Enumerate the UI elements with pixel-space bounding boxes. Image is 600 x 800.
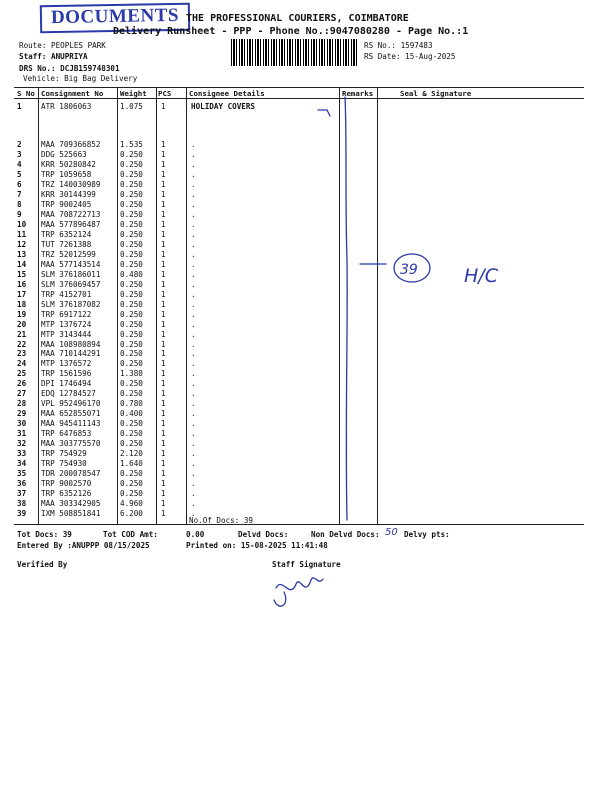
row-consignment-no: TRP 754930 <box>41 459 87 469</box>
row-sno: 4 <box>17 159 22 169</box>
row-consignee-details: . <box>191 159 196 169</box>
row-consignee-details: . <box>191 149 196 159</box>
row-pcs: 1 <box>161 219 166 229</box>
row-sno: 3 <box>17 149 22 159</box>
row-weight: 0.250 <box>120 239 143 249</box>
row-weight: 0.250 <box>120 219 143 229</box>
row-consignment-no: KRR 50280842 <box>41 159 96 169</box>
row-consignment-no: TUT 7261388 <box>41 239 92 249</box>
col-header-consignment: Consignment No <box>41 89 104 98</box>
row-consignee-details: . <box>191 179 196 189</box>
row-sno: 36 <box>17 479 27 489</box>
row-pcs: 1 <box>161 329 166 339</box>
row-sno: 8 <box>17 199 22 209</box>
row-pcs: 1 <box>161 449 166 459</box>
row-sno: 24 <box>17 359 27 369</box>
row-pcs: 1 <box>161 439 166 449</box>
tot-cod-value: 0.00 <box>186 530 205 539</box>
row-sno: 39 <box>17 509 27 519</box>
col-header-remarks: Remarks <box>342 89 374 98</box>
row-weight: 0.250 <box>120 149 143 159</box>
row-consignee-details: . <box>191 169 196 179</box>
row-pcs: 1 <box>161 369 166 379</box>
row-pcs: 1 <box>161 229 166 239</box>
row-sno: 6 <box>17 179 22 189</box>
row-weight: 0.250 <box>120 489 143 499</box>
row-consignment-no: TRP 754929 <box>41 449 87 459</box>
row-pcs: 1 <box>161 349 166 359</box>
row-consignee-details: . <box>191 499 196 509</box>
row-consignee-details: . <box>191 439 196 449</box>
row-consignment-no: SLM 376069457 <box>41 279 101 289</box>
row-consignment-no: TRP 6917122 <box>41 309 92 319</box>
drs-label: DRS No.: DCJB159748301 <box>19 64 120 73</box>
row-pcs: 1 <box>161 299 166 309</box>
row-weight: 0.250 <box>120 389 143 399</box>
row-consignment-no: VPL 952496170 <box>41 399 101 409</box>
row-sno: 11 <box>17 229 27 239</box>
row-weight: 0.250 <box>120 289 143 299</box>
row-consignee-details: . <box>191 140 196 149</box>
row-consignment-no: TRP 9002405 <box>41 199 92 209</box>
row-consignment-no: MAA 108980894 <box>41 339 101 349</box>
row-consignment-no: DPI 1746494 <box>41 379 92 389</box>
row-pcs: 1 <box>161 489 166 499</box>
row-consignment-no: TRP 6476853 <box>41 429 92 439</box>
row-consignment-no: MAA 945411143 <box>41 419 101 429</box>
row-weight: 0.250 <box>120 229 143 239</box>
row-weight: 6.200 <box>120 509 143 519</box>
row-consignee-details: . <box>191 459 196 469</box>
row-pcs: 1 <box>161 179 166 189</box>
row-consignee-details: . <box>191 259 196 269</box>
row-sno: 27 <box>17 389 27 399</box>
tot-docs: Tot Docs: 39 <box>17 530 72 539</box>
rs-no: RS No.: 1597483 <box>364 41 433 50</box>
row-weight: 1.075 <box>120 102 143 111</box>
row-weight: 0.250 <box>120 419 143 429</box>
row-consignee-details: . <box>191 219 196 229</box>
row-sno: 18 <box>17 299 27 309</box>
row-pcs: 1 <box>161 509 166 519</box>
row-consignment-no: TRP 6352124 <box>41 229 92 239</box>
row-pcs: 1 <box>161 259 166 269</box>
row-consignee-details: . <box>191 429 196 439</box>
row-sno: 14 <box>17 259 27 269</box>
row-weight: 0.250 <box>120 429 143 439</box>
row-sno: 13 <box>17 249 27 259</box>
row-sno: 30 <box>17 419 27 429</box>
staff-signature-scribble <box>274 578 323 606</box>
row-consignee-details: . <box>191 269 196 279</box>
row-pcs: 1 <box>161 359 166 369</box>
row-consignee-details: . <box>191 509 196 519</box>
row-consignment-no: MAA 710144291 <box>41 349 101 359</box>
no-of-docs: No.Of Docs: 39 <box>189 516 254 525</box>
row-weight: 0.250 <box>120 169 143 179</box>
row-sno: 26 <box>17 379 27 389</box>
row-consignment-no: MAA 303775570 <box>41 439 101 449</box>
row-consignment-no: SLM 376187082 <box>41 299 101 309</box>
row-sno: 1 <box>17 102 22 111</box>
row-sno: 16 <box>17 279 27 289</box>
row-sno: 35 <box>17 469 27 479</box>
vehicle-label: Vehicle: Big Bag Delivery <box>23 74 138 83</box>
row-weight: 0.250 <box>120 379 143 389</box>
row-consignee-details: . <box>191 379 196 389</box>
row-pcs: 1 <box>161 479 166 489</box>
non-delvd-docs: Non Delvd Docs: <box>311 530 380 539</box>
row-consignment-no: TRZ 52012599 <box>41 249 96 259</box>
row-weight: 0.250 <box>120 309 143 319</box>
row-sno: 28 <box>17 399 27 409</box>
delvd-docs: Delvd Docs: <box>238 530 289 539</box>
row-consignment-no: EDQ 12784527 <box>41 389 96 399</box>
row-pcs: 1 <box>161 429 166 439</box>
row-pcs: 1 <box>161 289 166 299</box>
row-weight: 2.120 <box>120 449 143 459</box>
row-weight: 0.250 <box>120 439 143 449</box>
row-weight: 0.250 <box>120 179 143 189</box>
row-pcs: 1 <box>161 279 166 289</box>
row-weight: 0.250 <box>120 279 143 289</box>
col-header-weight: Weight <box>120 89 147 98</box>
row-sno: 15 <box>17 269 27 279</box>
row-sno: 19 <box>17 309 27 319</box>
row-weight: 0.250 <box>120 339 143 349</box>
row-consignee-details: . <box>191 199 196 209</box>
row-sno: 2 <box>17 140 22 149</box>
col-header-details: Consignee Details <box>189 89 265 98</box>
row-consignee-details: . <box>191 369 196 379</box>
row-weight: 0.250 <box>120 479 143 489</box>
row-pcs: 1 <box>161 459 166 469</box>
row-pcs: 1 <box>161 249 166 259</box>
row-pcs: 1 <box>161 209 166 219</box>
row-weight: 0.250 <box>120 259 143 269</box>
printed-on: Printed on: 15-08-2025 11:41:48 <box>186 541 328 550</box>
row-consignment-no: TRP 4152701 <box>41 289 92 299</box>
row-weight: 0.250 <box>120 159 143 169</box>
row-weight: 1.640 <box>120 459 143 469</box>
row-consignee-details: . <box>191 449 196 459</box>
row-pcs: 1 <box>161 149 166 159</box>
row-consignee-details: . <box>191 479 196 489</box>
row-pcs: 1 <box>161 140 166 149</box>
row-consignee-details: . <box>191 489 196 499</box>
row-consignment-no: TRP 1561596 <box>41 369 92 379</box>
runsheet-title: Delivery Runsheet - PPP - Phone No.:9047080280 - Page No.:1 <box>113 26 469 37</box>
row-weight: 0.250 <box>120 299 143 309</box>
row-consignment-no: MAA 652855071 <box>41 409 101 419</box>
circled-number-text: 39 <box>400 262 418 278</box>
row-sno: 7 <box>17 189 22 199</box>
row-pcs: 1 <box>161 169 166 179</box>
row-sno: 38 <box>17 499 27 509</box>
row-consignee-details: . <box>191 299 196 309</box>
row-pcs: 1 <box>161 379 166 389</box>
row-sno: 31 <box>17 429 27 439</box>
row-pcs: 1 <box>161 339 166 349</box>
row-consignee-details: HOLIDAY COVERS <box>191 102 256 111</box>
row-consignment-no: SLM 376186011 <box>41 269 101 279</box>
row-sno: 32 <box>17 439 27 449</box>
row-pcs: 1 <box>161 399 166 409</box>
row-sno: 10 <box>17 219 27 229</box>
row-sno: 22 <box>17 339 27 349</box>
row-consignee-details: . <box>191 349 196 359</box>
staff-signature-label: Staff Signature <box>272 560 341 569</box>
row-consignment-no: TRZ 140030989 <box>41 179 101 189</box>
row-pcs: 1 <box>161 419 166 429</box>
row-consignment-no: DDG 525663 <box>41 149 87 159</box>
row-weight: 0.250 <box>120 349 143 359</box>
row-consignment-no: TRP 6352126 <box>41 489 92 499</box>
row-sno: 20 <box>17 319 27 329</box>
documents-stamp: DOCUMENTS <box>40 3 190 34</box>
row-sno: 25 <box>17 369 27 379</box>
row-consignee-details: . <box>191 399 196 409</box>
row-sno: 34 <box>17 459 27 469</box>
col-header-sno: S No <box>17 89 35 98</box>
row-consignment-no: MTP 1376572 <box>41 359 92 369</box>
row-consignment-no: TRP 9002570 <box>41 479 92 489</box>
row-consignee-details: . <box>191 239 196 249</box>
row-consignee-details: . <box>191 249 196 259</box>
row-weight: 0.250 <box>120 319 143 329</box>
row-weight: 0.780 <box>120 399 143 409</box>
tot-cod-label: Tot COD Amt: <box>103 530 158 539</box>
row-consignee-details: . <box>191 209 196 219</box>
staff-label: Staff: ANUPRIYA <box>19 52 88 61</box>
row-pcs: 1 <box>161 309 166 319</box>
row-consignment-no: KRR 30144399 <box>41 189 96 199</box>
row-pcs: 1 <box>161 469 166 479</box>
row-weight: 0.250 <box>120 469 143 479</box>
row-pcs: 1 <box>161 159 166 169</box>
row-sno: 21 <box>17 329 27 339</box>
route-label: Route: PEOPLES PARK <box>19 41 106 50</box>
row-weight: 4.960 <box>120 499 143 509</box>
row-pcs: 1 <box>161 102 166 111</box>
row-consignee-details: . <box>191 229 196 239</box>
row-sno: 17 <box>17 289 27 299</box>
row-pcs: 1 <box>161 239 166 249</box>
row-weight: 0.250 <box>120 199 143 209</box>
row-pcs: 1 <box>161 189 166 199</box>
row-consignment-no: MAA 577143514 <box>41 259 101 269</box>
row-consignee-details: . <box>191 389 196 399</box>
delvy-pts: Delvy pts: <box>404 530 450 539</box>
row-consignment-no: MAA 303342905 <box>41 499 101 509</box>
row-pcs: 1 <box>161 389 166 399</box>
row-consignee-details: . <box>191 319 196 329</box>
row-pcs: 1 <box>161 269 166 279</box>
row-pcs: 1 <box>161 499 166 509</box>
row-consignee-details: . <box>191 419 196 429</box>
row-consignment-no: ATR 1806063 <box>41 102 92 111</box>
row-pcs: 1 <box>161 409 166 419</box>
rs-date: RS Date: 15-Aug-2025 <box>364 52 456 61</box>
hc-note: H/C <box>464 265 498 287</box>
row-sno: 23 <box>17 349 27 359</box>
row-weight: 0.480 <box>120 269 143 279</box>
row-consignment-no: MAA 577896487 <box>41 219 101 229</box>
row-pcs: 1 <box>161 319 166 329</box>
row-weight: 0.250 <box>120 249 143 259</box>
col-header-seal: Seal & Signature <box>400 89 472 98</box>
row-pcs: 1 <box>161 199 166 209</box>
row-consignment-no: MTP 3143444 <box>41 329 92 339</box>
row-consignment-no: TRP 1059658 <box>41 169 92 179</box>
row-consignment-no: MAA 708722713 <box>41 209 101 219</box>
row-weight: 1.380 <box>120 369 143 379</box>
row-weight: 0.250 <box>120 329 143 339</box>
non-delvd-handwritten: 50 <box>385 527 398 538</box>
row-sno: 33 <box>17 449 27 459</box>
row-consignee-details: . <box>191 339 196 349</box>
row-consignee-details: . <box>191 309 196 319</box>
remark-stroke <box>318 110 330 116</box>
row-consignee-details: . <box>191 289 196 299</box>
row-consignment-no: IXM 508851841 <box>41 509 101 519</box>
row-consignee-details: . <box>191 279 196 289</box>
row-sno: 12 <box>17 239 27 249</box>
row-sno: 37 <box>17 489 27 499</box>
row-weight: 0.400 <box>120 409 143 419</box>
row-consignee-details: . <box>191 409 196 419</box>
row-weight: 0.250 <box>120 189 143 199</box>
row-consignment-no: MAA 709366852 <box>41 140 101 149</box>
row-sno: 5 <box>17 169 22 179</box>
row-sno: 9 <box>17 209 22 219</box>
col-header-pcs: PCS <box>158 89 172 98</box>
row-sno: 29 <box>17 409 27 419</box>
row-consignment-no: MTP 1376724 <box>41 319 92 329</box>
verified-by: Verified By <box>17 560 68 569</box>
row-consignee-details: . <box>191 329 196 339</box>
row-weight: 1.535 <box>120 140 143 149</box>
row-consignee-details: . <box>191 189 196 199</box>
remarks-vertical-line <box>345 97 347 520</box>
row-weight: 0.250 <box>120 359 143 369</box>
row-consignment-no: TDR 200078547 <box>41 469 101 479</box>
row-consignee-details: . <box>191 469 196 479</box>
company-title: THE PROFESSIONAL COURIERS, COIMBATORE <box>186 13 409 24</box>
row-consignee-details: . <box>191 359 196 369</box>
row-weight: 0.250 <box>120 209 143 219</box>
entered-by: Entered By :ANUPPP 08/15/2025 <box>17 541 150 550</box>
